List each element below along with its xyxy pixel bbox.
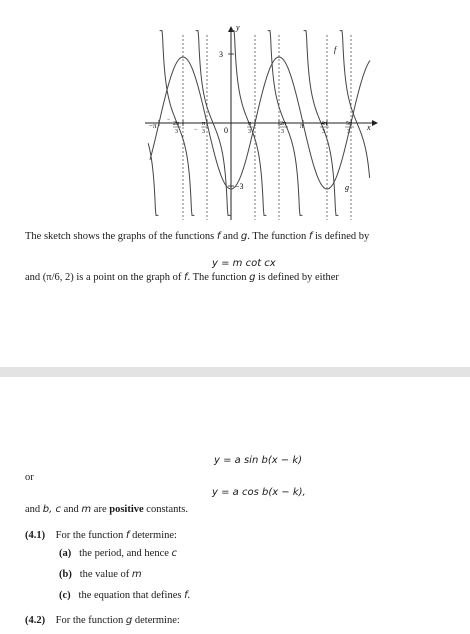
tick-label-pi: π [300,122,304,130]
question-4-1-a: (a) the period, and hence c [59,548,178,559]
svg-text:π: π [248,121,252,127]
g-label: g [345,183,349,192]
f-label: f [334,45,337,54]
question-4-1-c: (c) the equation that defines f. [59,590,191,601]
page-separator [0,367,470,377]
point-paragraph: and (π/6, 2) is a point on the graph of f. The function g is defined by either [25,272,339,283]
svg-text:5π: 5π [346,121,353,127]
x-axis-arrow-icon [372,120,378,126]
svg-text:2π: 2π [280,121,287,127]
y-axis-label: y [236,23,240,32]
origin-label: 0 [224,126,228,135]
point-coordinates: (π/6, 2) [42,272,74,283]
svg-text:4π: 4π [321,121,328,127]
function-graph [140,20,380,230]
y-tick-label-3: 3 [219,50,223,59]
svg-text:−: − [194,127,198,133]
tick-label-minus-2pi-3 [167,117,181,135]
equation-cos: y = a cos b(x − k), [212,487,306,498]
svg-text:π: π [202,121,206,127]
svg-text:3: 3 [202,129,205,135]
y-tick-label-minus-3: −3 [235,182,244,191]
svg-text:3: 3 [248,129,251,135]
svg-text:3: 3 [347,129,350,135]
question-4-1: (4.1) For the function f determine: [25,530,177,541]
or-label: or [25,472,34,483]
question-4-2: (4.2) For the function g determine: [25,615,180,626]
svg-text:3: 3 [322,129,325,135]
intro-paragraph: The sketch shows the graphs of the functions f and g. The function f is defined by [25,231,370,242]
equation-f: y = m cot cx [212,258,276,269]
svg-text:−: − [167,117,171,123]
tick-label-minus-pi: −π [149,122,157,130]
x-axis-label: x [367,123,371,132]
question-4-1-b: (b) the value of m [59,569,142,580]
svg-text:2π: 2π [173,121,180,127]
svg-text:3: 3 [175,129,178,135]
constants-paragraph: and b, c and m are positive constants. [25,504,188,515]
svg-text:3: 3 [281,129,284,135]
equation-sin: y = a sin b(x − k) [214,455,303,466]
